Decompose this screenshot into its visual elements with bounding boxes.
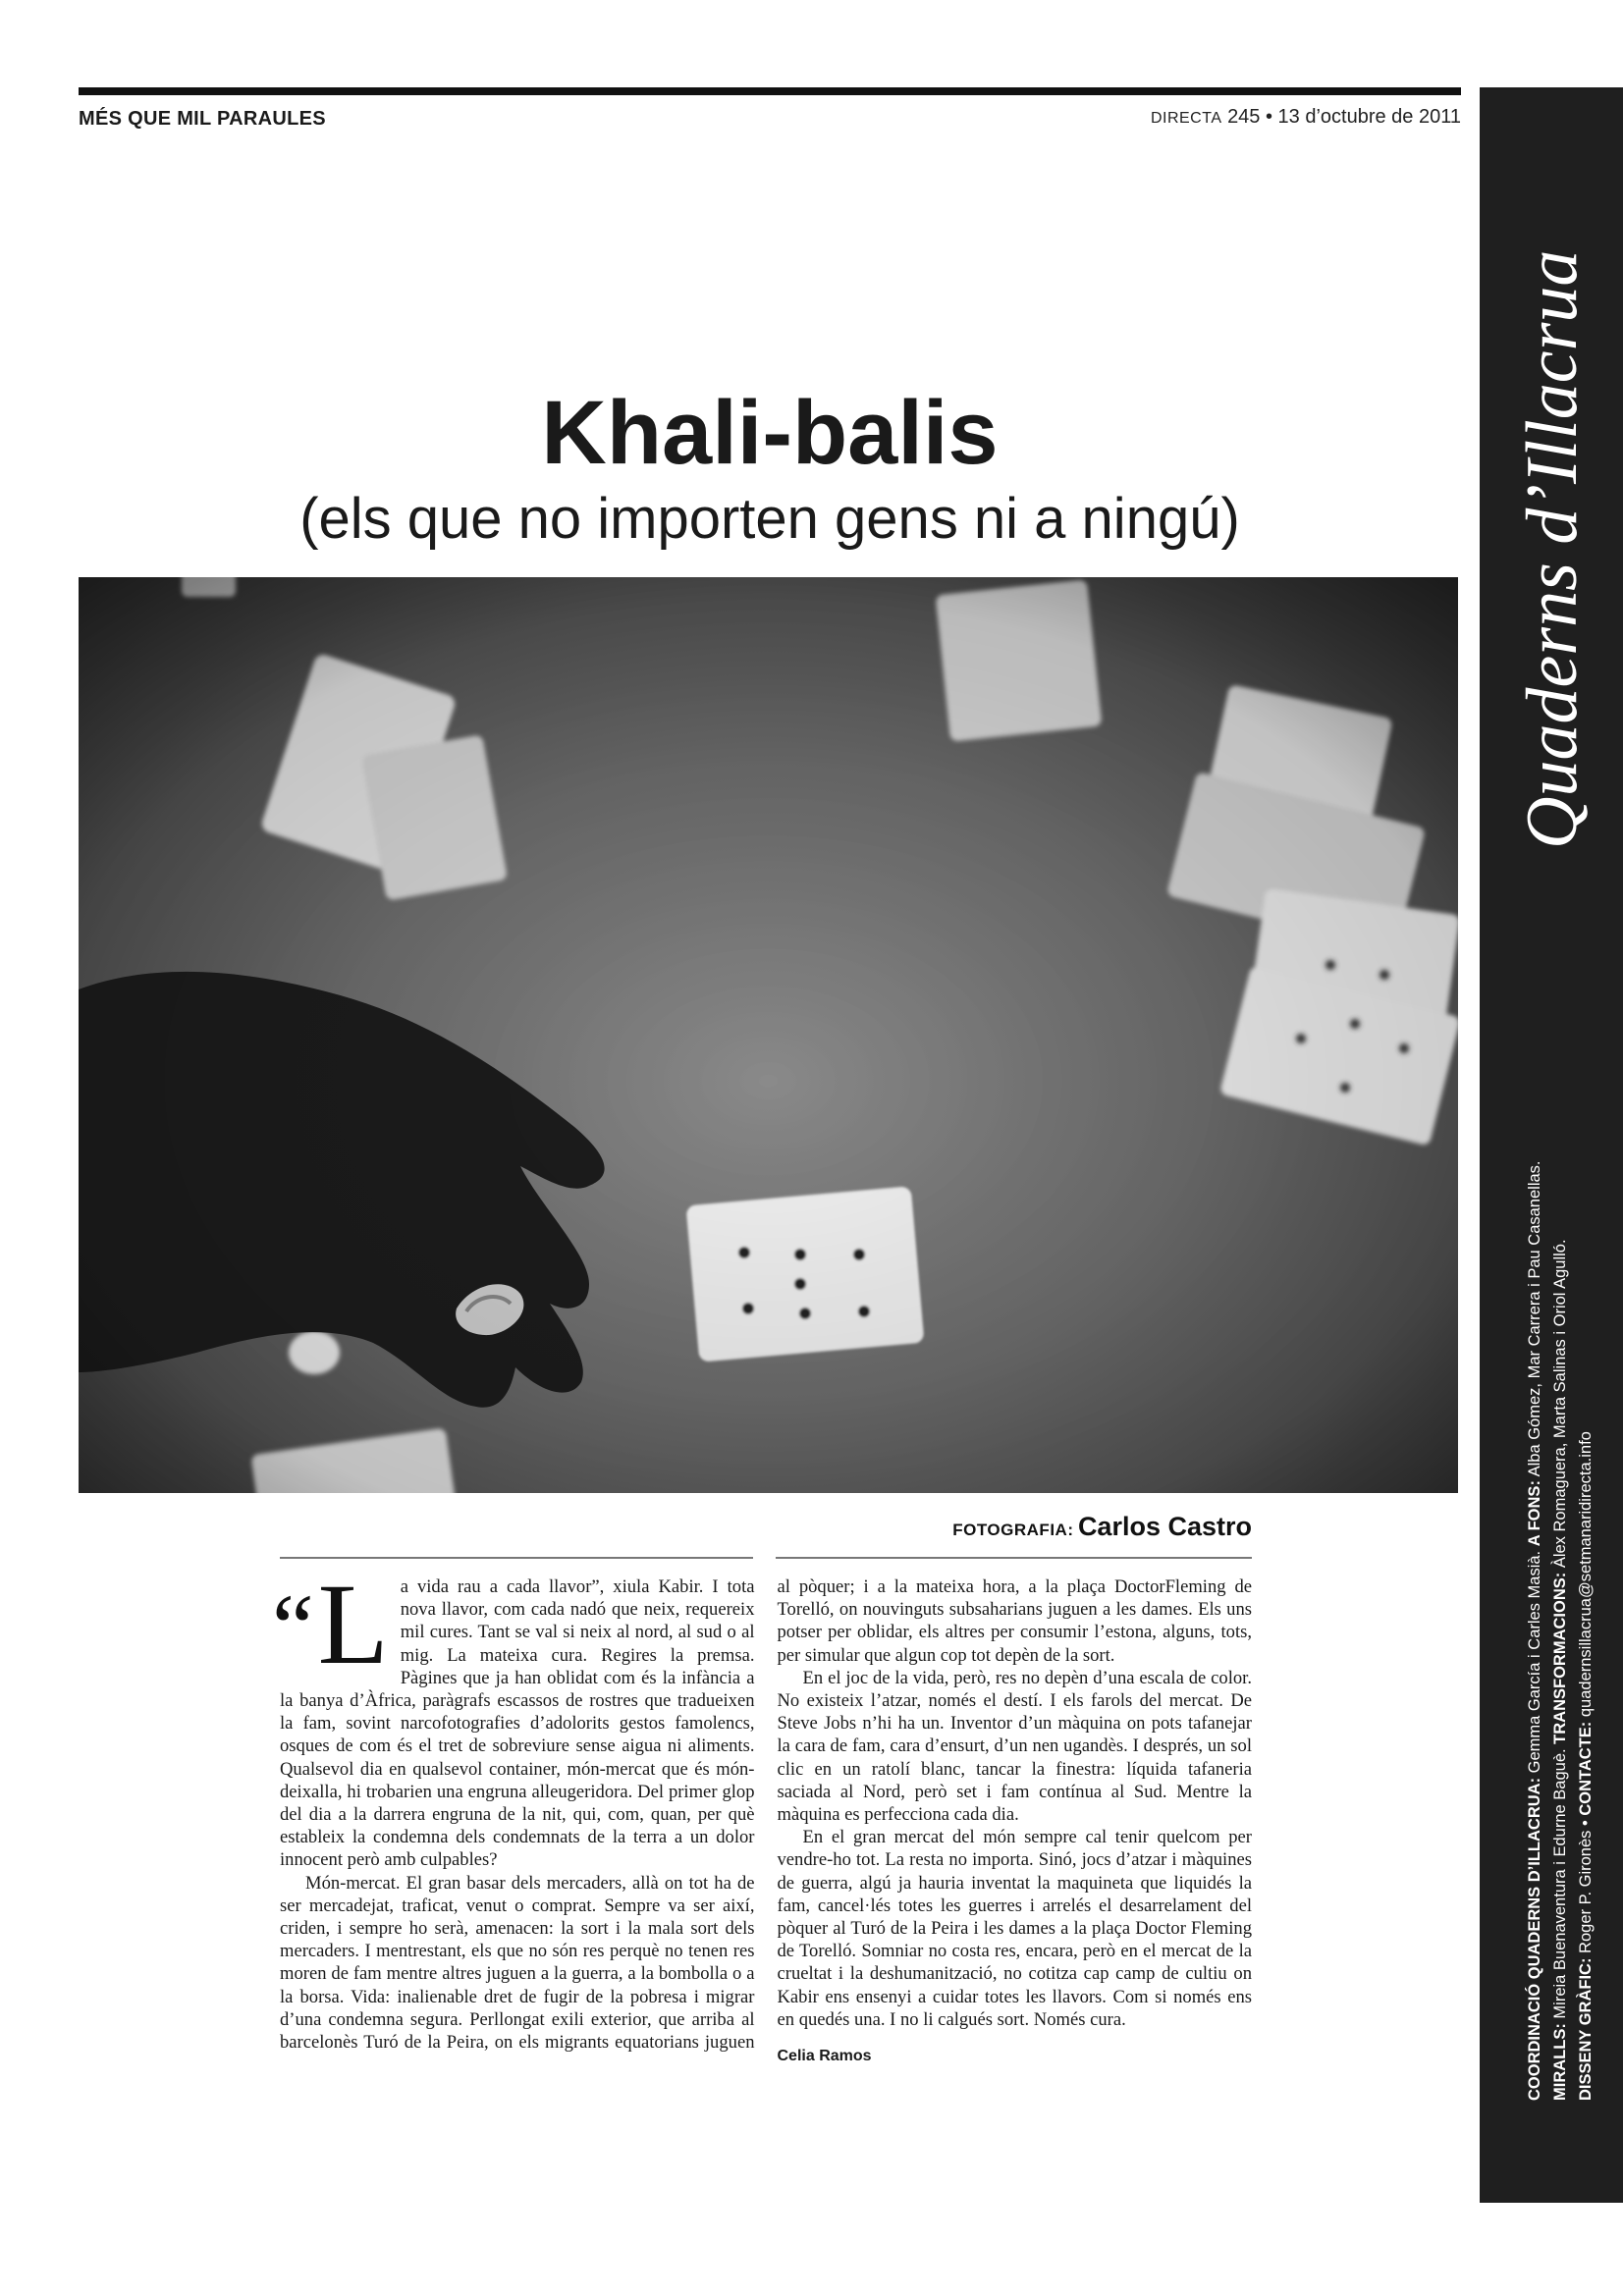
article-paragraph: En el gran mercat del món sempre cal tenir quelcom per vendre-ho tot. La resta no importa. Sinó, jocs d’atzar i màquines de guerra, algú ja hauria inventat la maquineta que liquidés la fam, cancel·lés totes les guerres i arrelés el desarrelament del pòquer al Turó de la Peira i les dames a la plaça Doctor Fleming de Torelló. Somniar no costa res, encara, però en el mercat de la crueltat i la deshumanització, no cotitza cap camp de cultiu on Kabir ens ensenyi a cuidar totes les llavors. Com si només ens en quedés una. I no li calgués sort. Només cura.: [777, 1827, 1252, 2030]
article-subtitle: (els que no importen gens ni a ningú): [299, 487, 1240, 551]
credits-line: DISSENY GRÀFIC: Roger P. Gironès • CONTACTE: quadernsillacrua@setmanaridirecta.info: [1577, 1431, 1595, 2101]
article-photo: [79, 577, 1458, 1493]
paragraph-text: a vida rau a cada llavor”, xiula Kabir. I tota nova llavor, com cada nadó que neix, requereix mil cures. Tant se val si neix al nord, al sud o al mig. La mateixa cura. Regires la premsa. Pàgines que ja han oblidat com és la infància a la banya d’Àfrica, paràgrafs escassos de rostres que tradueixen la fam, sovint narcofotografies d’adolorits gestos famolencs, osques de com és el tret de sobreviure sense aigua ni aliments. Qualsevol dia en qualsevol container, món-mercat que és món-deixalla, hi trobarien una engruna alleugeridora. Del primer glop del dia a la darrera engruna de la nit, qui, com, quan, per què estableix la condemna dels condemnats de la terra a un dolor innocent però amb culpables?: [280, 1576, 755, 1871]
publication-name: DIRECTA: [1150, 110, 1222, 127]
opening-quote-mark: “: [272, 1575, 314, 1680]
article-paragraph: Món-mercat. El gran basar dels mercaders, allà on tot ha de ser mercadejat, traficat, venut o comprat. Sempre va ser així, criden, i sempre ho serà, amenacen: la sort i la mala sort dels mercaders. I mentrestant, els que no són res perquè no tenen res moren de fam mentre altres juguen a la guerra, a la bombolla o a la borsa. Vida: inalienable dret de fugir de la pobresa i migrar d’una condemna segura. Perllongat exili exterior, que arriba al barcelonès Turó de la Peira, on els migrants equatorians juguen al pòquer; i a la mateixa hora, a la plaça DoctorFleming de Torelló, on nouvinguts subsaharians juguen a les dames. Els uns potser per oblidar, els altres per consumir l’estona, alguns, tots, per simular que algun cop tot depèn de la sort.: [280, 1576, 1252, 2054]
column-rule-left: [280, 1557, 753, 1559]
article-title: Khali-balis: [541, 383, 999, 483]
article-author: Celia Ramos: [777, 2048, 872, 2065]
drop-cap: L: [317, 1560, 389, 1688]
sidebar-brand: Quaderns d’Illacrua: [1512, 249, 1593, 849]
issue-info: [1151, 106, 1461, 129]
photographer-name: Carlos Castro: [1077, 1512, 1252, 1541]
article-paragraph: [272, 1560, 755, 1872]
staff-credits: [1522, 1060, 1610, 2101]
section-label: MÉS QUE MIL PARAULES: [79, 108, 326, 130]
article-paragraph: En el joc de la vida, però, res no depèn d’una escala de color. No existeix l’atzar, només el destí. I els farols del mercat. De Steve Jobs n’hi ha un. Inventor d’un màquina on pots tafanejar la cara de fam, cara d’ensurt, d’un nen ugandès. I després, un sol clic en un ratolí blanc, tancar la finestra: líquida tafaneria saciada al Nord, però set i fam contínua al Sud. Mentre la màquina es perfecciona cada dia.: [777, 1667, 1252, 1826]
header-rule: [79, 87, 1461, 95]
column-rule-right: [776, 1557, 1252, 1559]
credits-line: COORDINACIÓ QUADERNS D’ILLACRUA: Gemma García i Carles Masià. A FONS: Alba Gómez, Mar Carrera i Pau Casanellas.: [1526, 1160, 1543, 2101]
credits-line: MIRALLS: Mireia Buenaventura i Edurne Baguè. TRANSFORMACIONS: Àlex Romaguera, Marta Salinas i Oriol Agulló.: [1551, 1239, 1569, 2101]
article-body: [272, 1560, 1252, 2110]
photo-credit: [952, 1512, 1252, 1542]
photo-credit-label: FOTOGRAFIA:: [952, 1521, 1074, 1539]
issue-date: 245 • 13 d’octubre de 2011: [1227, 106, 1461, 128]
